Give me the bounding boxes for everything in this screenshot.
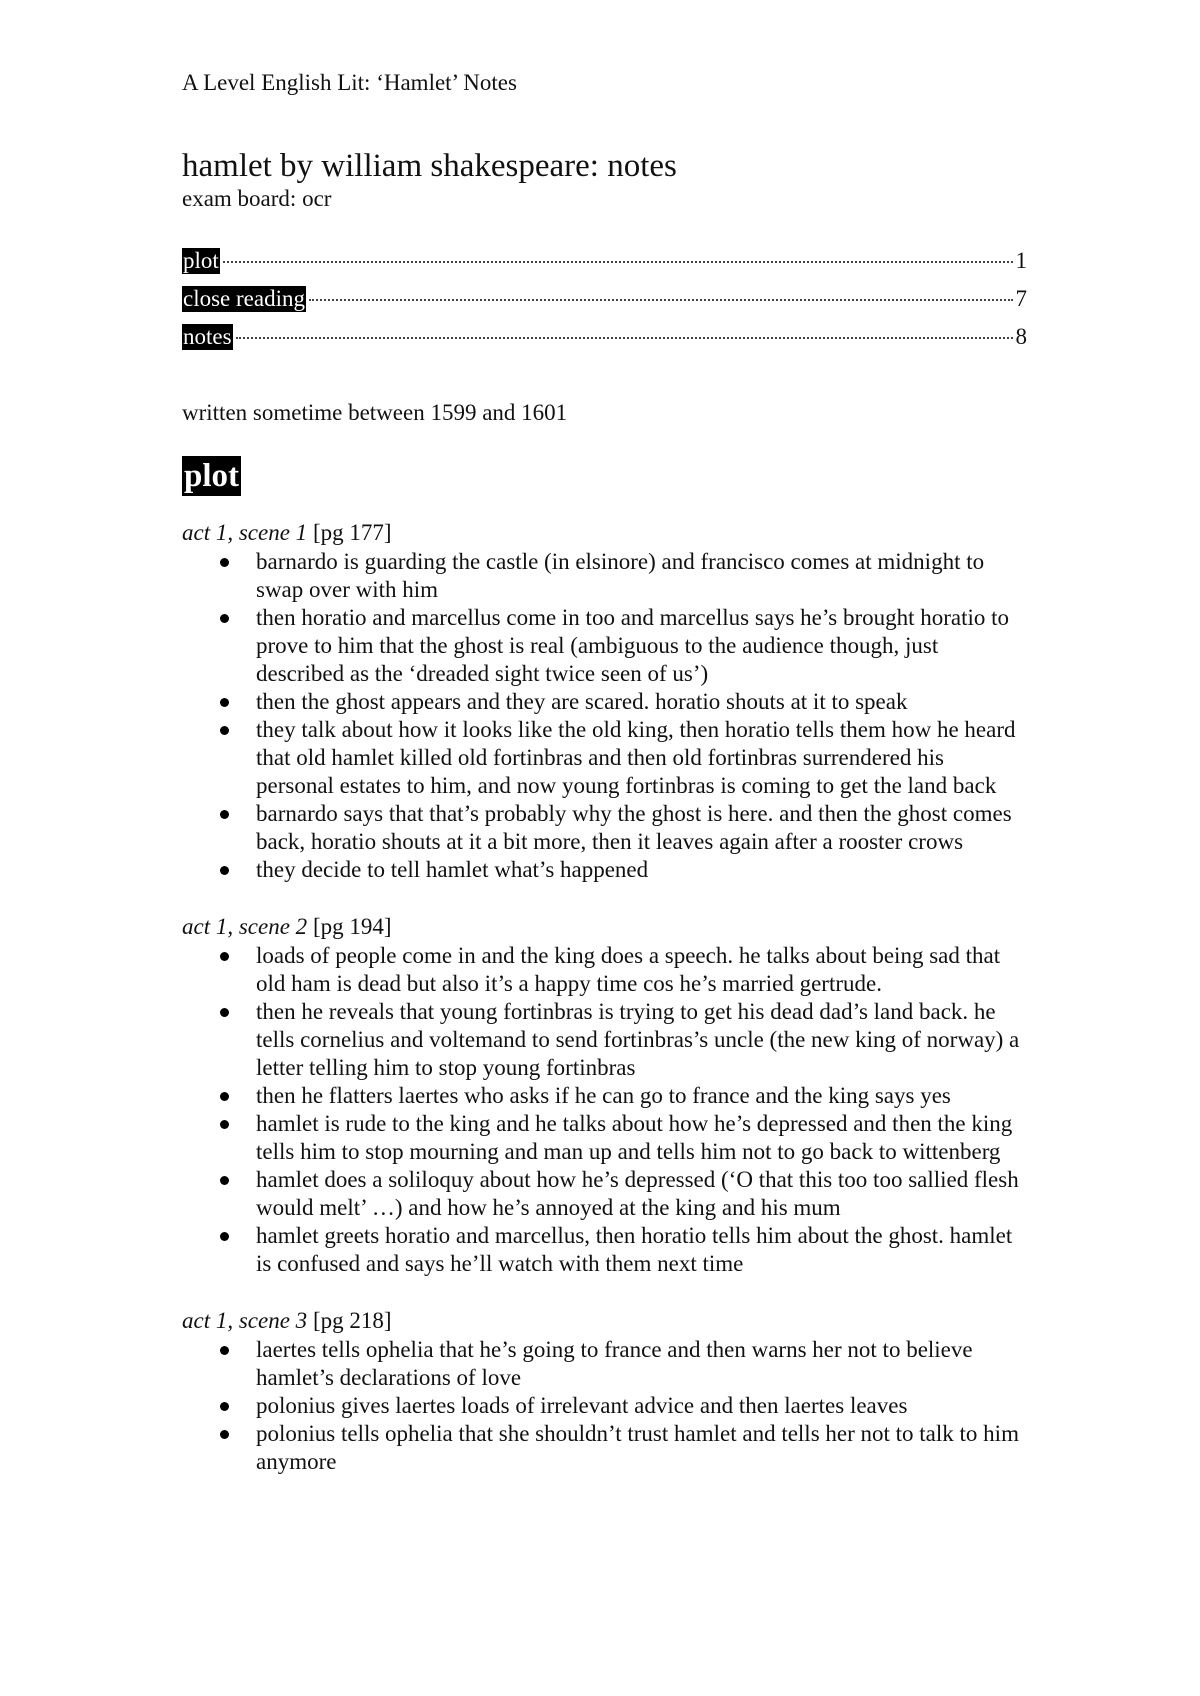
list-item: hamlet greets horatio and marcellus, then horatio tells him about the ghost. hamlet is confused and says he’ll watch with them next time — [256, 1222, 1027, 1278]
list-item: they talk about how it looks like the old king, then horatio tells them how he heard that old hamlet killed old fortinbras and then old fortinbras surrendered his personal estates to him, and now young fortinbras is coming to get the land back — [256, 716, 1027, 800]
list-item: then horatio and marcellus come in too and marcellus says he’s brought horatio to prove to him that the ghost is real (ambiguous to the audience though, just described as the ‘dreaded sight twice seen of us’) — [256, 604, 1027, 688]
toc-entry-page: 7 — [1015, 286, 1027, 311]
toc-entry[interactable] — [182, 286, 1027, 324]
list-item: they decide to tell hamlet what’s happened — [256, 856, 1027, 884]
scene-title: act 1, scene 3 — [182, 1308, 308, 1333]
plot-sections — [182, 518, 1027, 1504]
page-header: A Level English Lit: ‘Hamlet’ Notes — [182, 70, 517, 95]
scene-page-ref: [pg 177] — [312, 520, 392, 545]
list-item: hamlet is rude to the king and he talks about how he’s depressed and then the king tells him to stop mourning and man up and tells him not to go back to wittenberg — [256, 1110, 1027, 1166]
toc-leader-dots — [236, 337, 1013, 339]
toc-leader-dots — [223, 261, 1013, 263]
scene-heading — [182, 518, 1027, 548]
toc-entry[interactable] — [182, 248, 1027, 286]
title-block — [182, 146, 677, 212]
scene-heading — [182, 912, 1027, 942]
list-item: hamlet does a soliloquy about how he’s depressed (‘O that this too too sallied flesh would melt’ …) and how he’s annoyed at the king and his mum — [256, 1166, 1027, 1222]
list-item: polonius tells ophelia that she shouldn’t trust hamlet and tells her not to talk to him anymore — [256, 1420, 1027, 1476]
scene-title: act 1, scene 2 — [182, 914, 308, 939]
bullet-list — [182, 942, 1027, 1278]
written-date-note: written sometime between 1599 and 1601 — [182, 400, 568, 425]
toc-entry-page: 8 — [1015, 324, 1027, 349]
list-item: loads of people come in and the king does a speech. he talks about being sad that old ham is dead but also it’s a happy time cos he’s married gertrude. — [256, 942, 1027, 998]
scene-section — [182, 518, 1027, 884]
table-of-contents — [182, 248, 1027, 362]
list-item: then he flatters laertes who asks if he can go to france and the king says yes — [256, 1082, 1027, 1110]
list-item: laertes tells ophelia that he’s going to france and then warns her not to believe hamlet’s declarations of love — [256, 1336, 1027, 1392]
list-item: barnardo is guarding the castle (in elsinore) and francisco comes at midnight to swap over with him — [256, 548, 1027, 604]
list-item: then the ghost appears and they are scared. horatio shouts at it to speak — [256, 688, 1027, 716]
scene-heading — [182, 1306, 1027, 1336]
scene-section — [182, 912, 1027, 1278]
toc-entry-label: plot — [183, 248, 219, 273]
list-item: then he reveals that young fortinbras is trying to get his dead dad’s land back. he tells cornelius and voltemand to send fortinbras’s uncle (the new king of norway) a letter telling him to stop young fortinbras — [256, 998, 1027, 1082]
scene-page-ref: [pg 194] — [312, 914, 392, 939]
toc-entry-label: close reading — [183, 286, 305, 311]
toc-entry[interactable] — [182, 324, 1027, 362]
document-title: hamlet by william shakespeare: notes — [182, 148, 677, 184]
plot-heading: plot — [184, 458, 240, 494]
bullet-list — [182, 1336, 1027, 1476]
scene-page-ref: [pg 218] — [312, 1308, 392, 1333]
list-item: polonius gives laertes loads of irrelevant advice and then laertes leaves — [256, 1392, 1027, 1420]
scene-section — [182, 1306, 1027, 1476]
toc-leader-dots — [309, 299, 1013, 301]
document-subtitle: exam board: ocr — [182, 186, 332, 211]
toc-entry-page: 1 — [1015, 248, 1027, 273]
scene-title: act 1, scene 1 — [182, 520, 308, 545]
toc-entry-label: notes — [183, 324, 232, 349]
list-item: barnardo says that that’s probably why the ghost is here. and then the ghost comes back, horatio shouts at it a bit more, then it leaves again after a rooster crows — [256, 800, 1027, 856]
bullet-list — [182, 548, 1027, 884]
